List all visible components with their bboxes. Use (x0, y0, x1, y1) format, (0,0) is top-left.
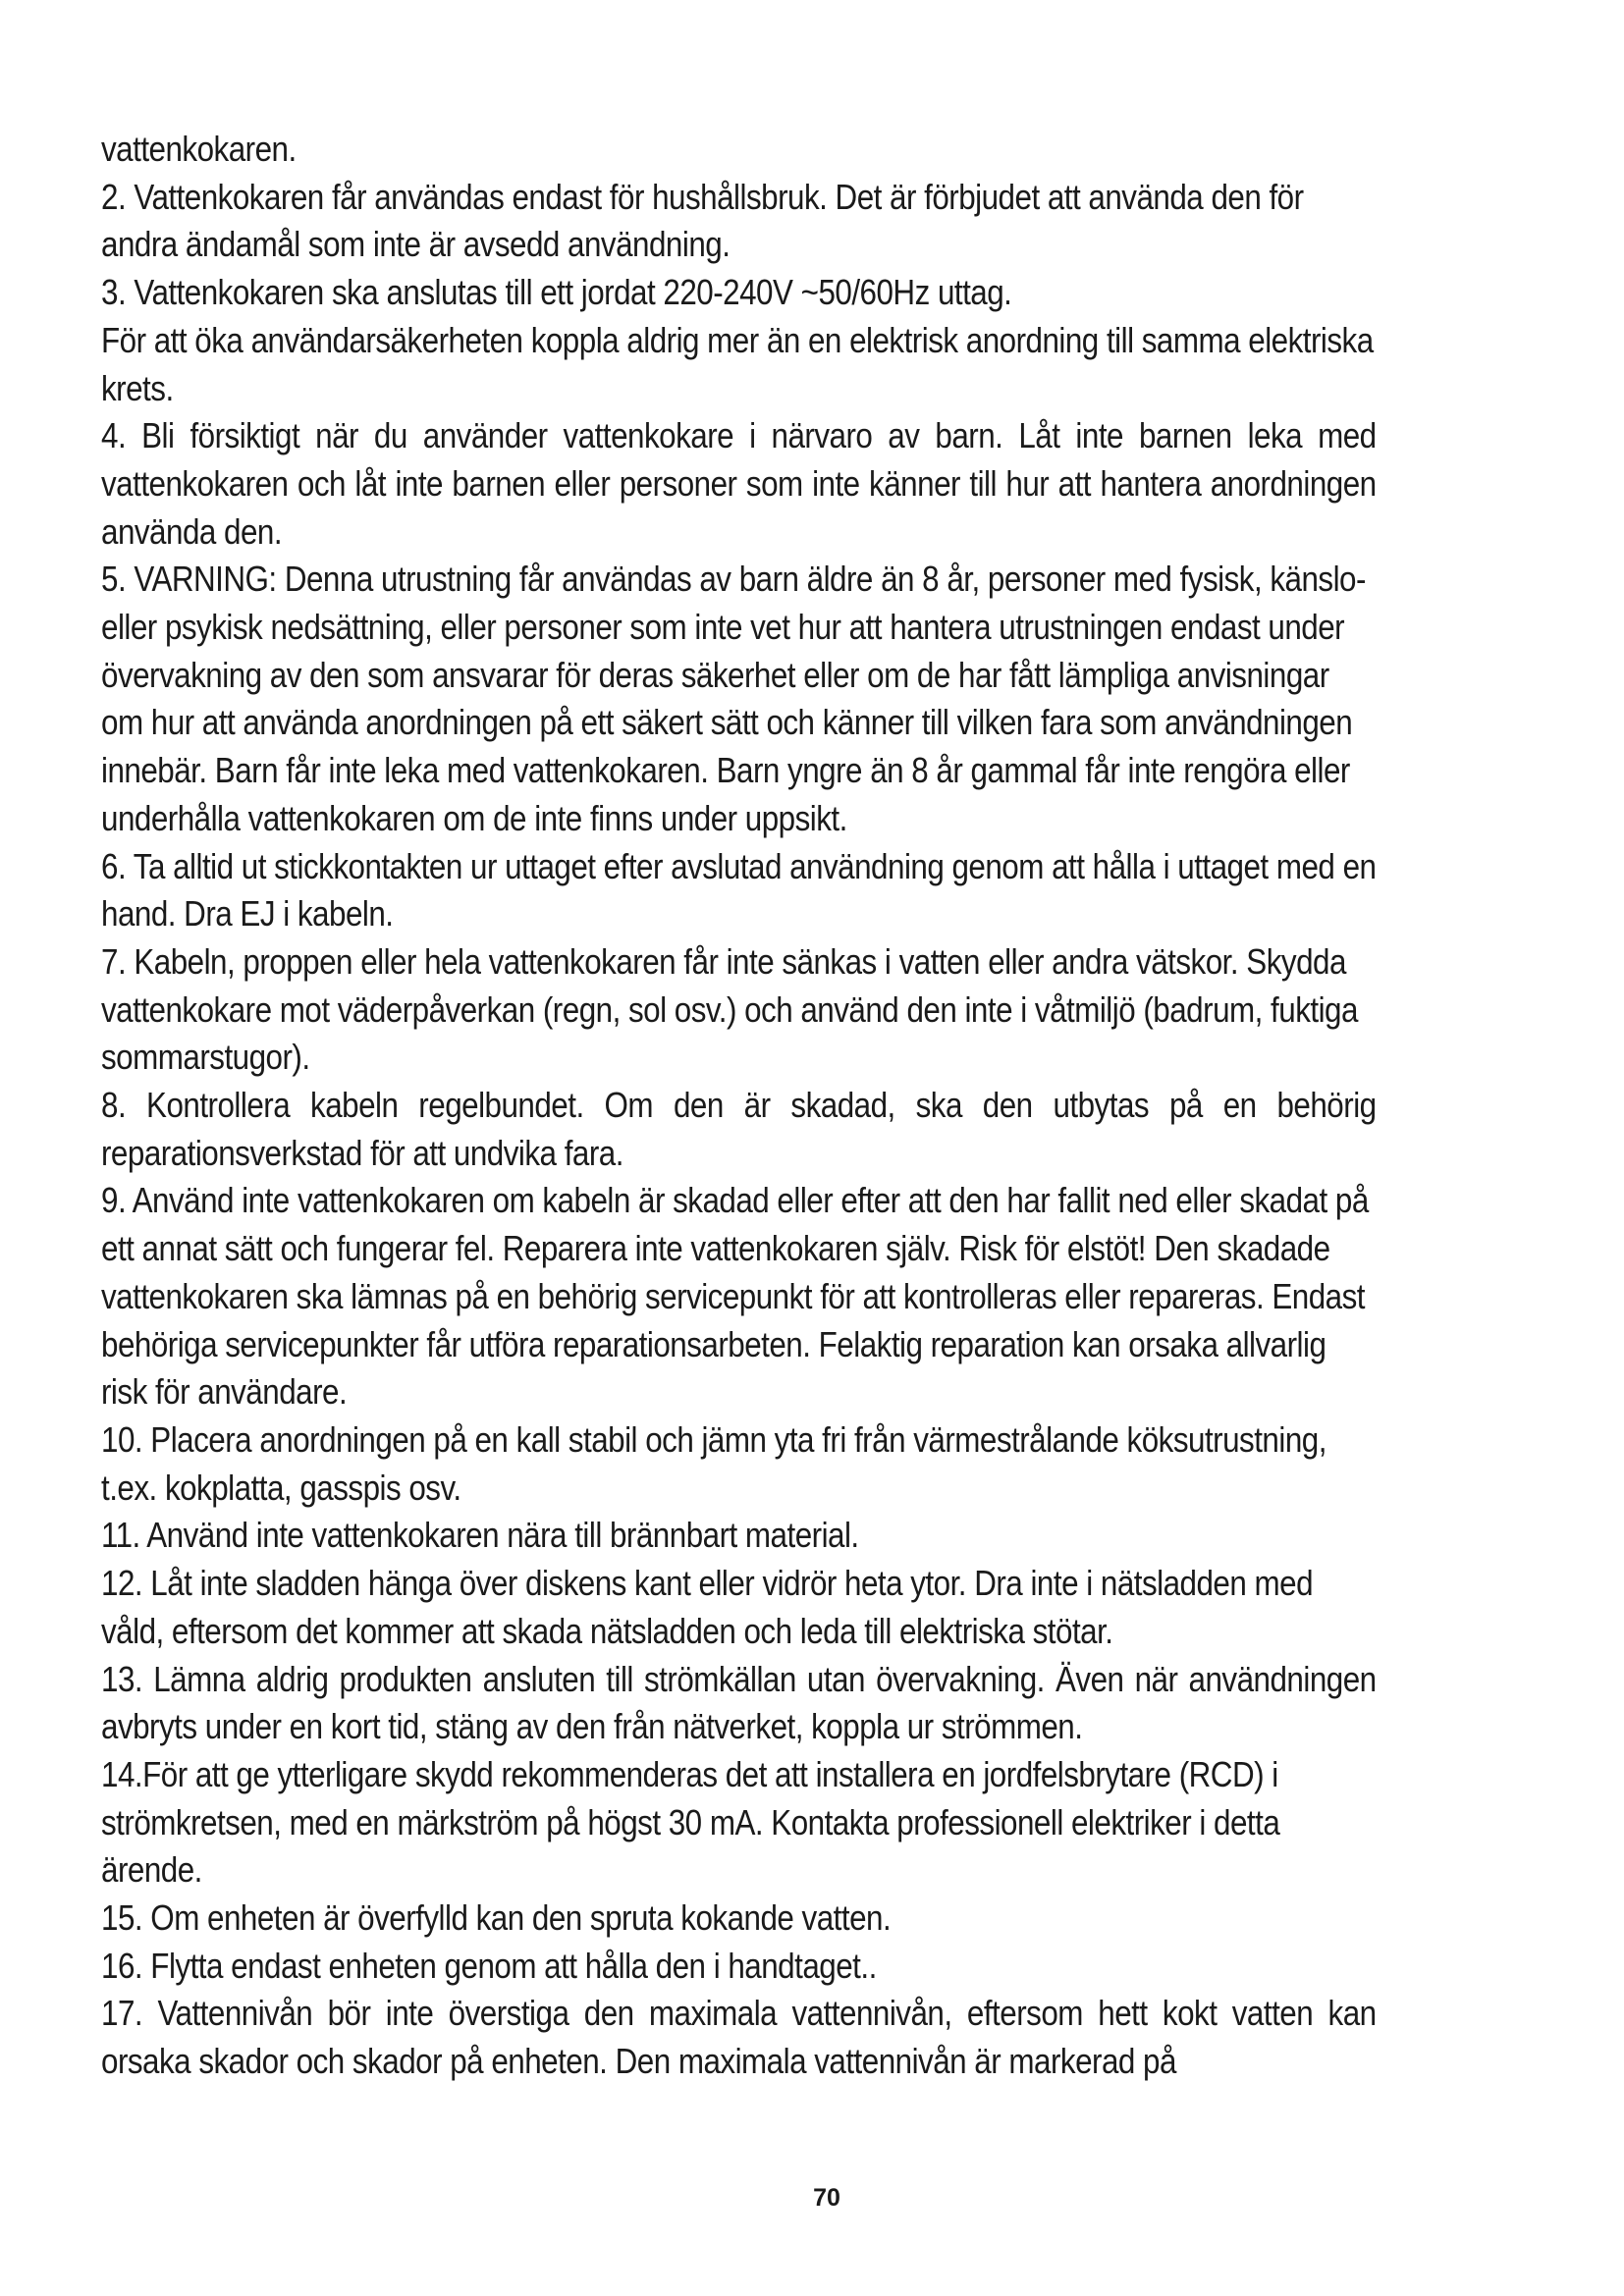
paragraph-9: 9. Använd inte vattenkokaren om kabeln är skadad eller efter att den har fallit ned eller skadat på ett annat sätt och fungerar fel. Reparera inte vattenkokaren själv. Risk för elstöt! Den skadade vattenkokaren ska lämnas på en behörig servicepunkt för att kontrolleras eller repareras. Endast behöriga servicepunkter får utföra reparationsarbeten. Felaktig reparation kan orsaka allvarlig risk för användare. (101, 1180, 1369, 1413)
paragraph-continuation: vattenkokaren. (101, 129, 297, 169)
paragraph-13: 13. Lämna aldrig produkten ansluten till strömkällan utan övervakning. Även när användningen avbryts under en kort tid, stäng av den från nätverket, koppla ur strömmen. (101, 1658, 1377, 1747)
paragraph-6: 6. Ta alltid ut stickkontakten ur uttaget efter avslutad användning genom att hålla i uttaget med en hand. Dra EJ i kabeln. (101, 845, 1377, 934)
paragraph-12: 12. Låt inte sladden hänga över diskens kant eller vidrör heta ytor. Dra inte i nätsladden med våld, eftersom det kommer att skada nätsladden och leda till elektriska stötar. (101, 1563, 1314, 1651)
paragraph-17: 17. Vattennivån bör inte överstiga den maximala vattennivån, eftersom hett kokt vatten kan orsaka skador och skador på enheten. Den maximala vattennivån är markerad på (101, 1993, 1377, 2082)
paragraph-3-note: För att öka användarsäkerheten koppla aldrig mer än en elektrisk anordning till samma elektriska krets. (101, 319, 1374, 408)
paragraph-16: 16. Flytta endast enheten genom att hålla den i handtaget.. (101, 1945, 877, 1986)
paragraph-14: 14.För att ge ytterligare skydd rekommenderas det att installera en jordfelsbrytare (RCD) i strömkretsen, med en märkström på högst 30 mA. Kontakta professionell elektriker i detta ärende. (101, 1753, 1280, 1891)
paragraph-2: 2. Vattenkokaren får användas endast för hushållsbruk. Det är förbjudet att använda den för andra ändamål som inte är avsedd användning. (101, 176, 1304, 265)
paragraph-7: 7. Kabeln, proppen eller hela vattenkokaren får inte sänkas i vatten eller andra vätskor. Skydda vattenkokare mot väderpåverkan (regn, sol osv.) och använd den inte i våtmiljö (badrum, fuktiga sommarstugor). (101, 940, 1358, 1078)
page-number: 70 (813, 2184, 840, 2212)
paragraph-15: 15. Om enheten är överfylld kan den spruta kokande vatten. (101, 1897, 892, 1939)
paragraph-11: 11. Använd inte vattenkokaren nära till brännbart material. (101, 1515, 859, 1556)
paragraph-4: 4. Bli försiktigt när du använder vattenkokare i närvaro av barn. Låt inte barnen leka med vattenkokaren och låt inte barnen eller personer som inte känner till hur att hantera anordningen använda den. (101, 415, 1377, 552)
paragraph-3: 3. Vattenkokaren ska anslutas till ett jordat 220-240V ~50/60Hz uttag. (101, 272, 1012, 313)
paragraph-5: 5. VARNING: Denna utrustning får användas av barn äldre än 8 år, personer med fysisk, känslo- eller psykisk nedsättning, eller personer som inte vet hur att hantera utrustningen endast under övervakning av den som ansvarar för deras säkerhet eller om de har fått lämpliga anvisningar om hur att använda anordningen på ett säkert sätt och känner till vilken fara som användningen innebär. Barn får inte leka med vattenkokaren. Barn yngre än 8 år gammal får inte rengöra eller underhålla vattenkokaren om de inte finns under uppsikt. (101, 559, 1366, 838)
paragraph-10: 10. Placera anordningen på en kall stabil och jämn yta fri från värmestrålande köksutrustning, t.ex. kokplatta, gasspis osv. (101, 1418, 1326, 1508)
paragraph-8: 8. Kontrollera kabeln regelbundet. Om den är skadad, ska den utbytas på en behörig reparationsverkstad för att undvika fara. (101, 1085, 1377, 1173)
document-body (101, 126, 1377, 2086)
